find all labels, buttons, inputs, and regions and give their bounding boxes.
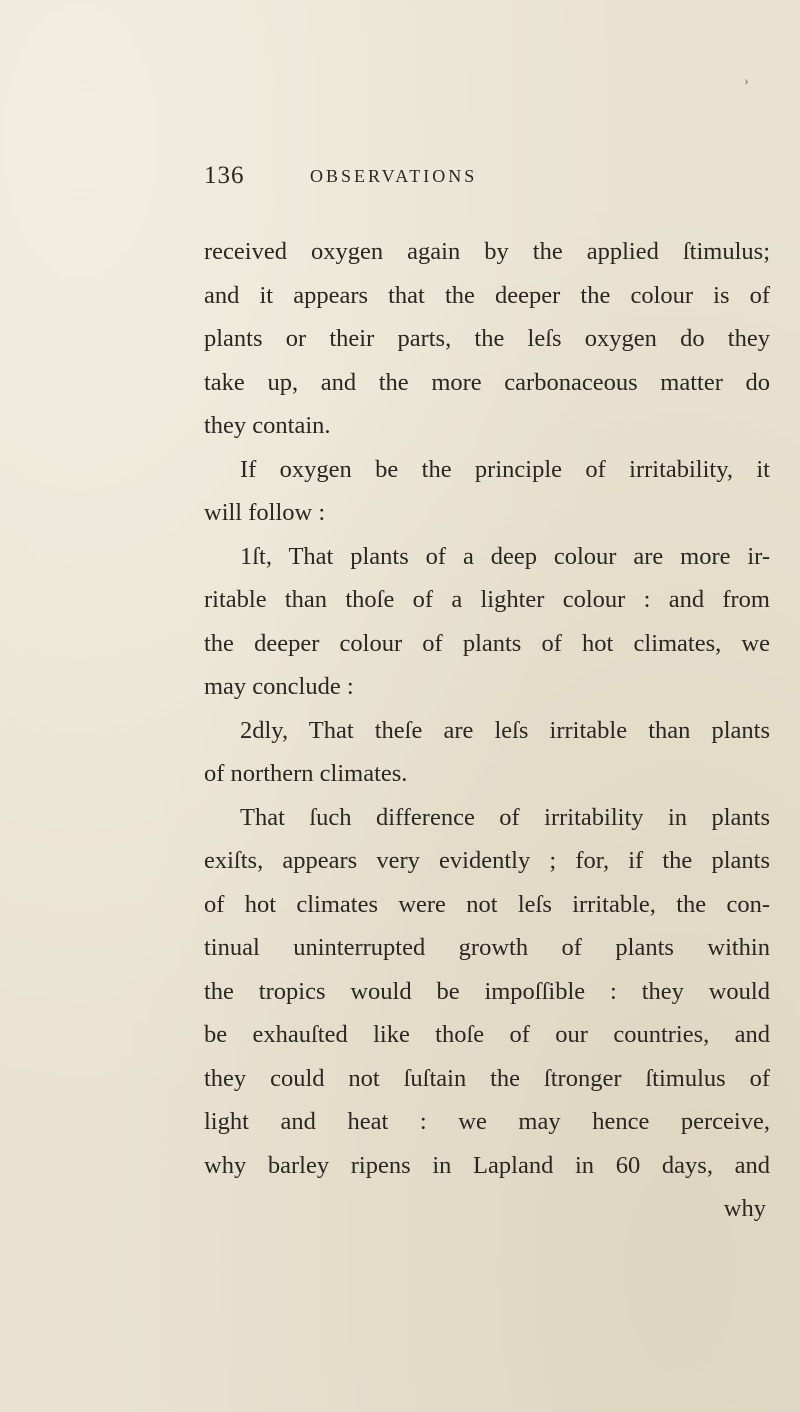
text-line: will follow : [204,499,326,526]
text-line: they could not ſuſtain the ſtronger ſtimulus of [204,1064,770,1092]
catchword: why [723,1195,766,1222]
text-line: they contain. [204,412,331,439]
text-line: why barley ripens in Lapland in 60 days, and [204,1151,770,1179]
body-text [204,230,770,1231]
text-line: may conclude : [204,673,354,700]
text-line: the deeper colour of plants of hot climates, we [204,629,770,657]
text-line: light and heat : we may hence perceive, [204,1108,770,1135]
text-line: of hot climates were not leſs irritable, the con- [204,890,770,918]
text-line: tinual uninterrupted growth of plants within [204,934,770,961]
margin-mark: › [744,74,749,89]
text-line: of northern climates. [204,760,408,787]
text-line: plants or their parts, the leſs oxygen do they [204,325,770,352]
text-line: and it appears that the deeper the colour is of [204,281,770,309]
text-line: exiſts, appears very evidently ; for, if the plants [204,847,770,874]
text-line: 1ſt, That plants of a deep colour are more ir- [240,542,770,570]
running-head: OBSERVATIONS [310,166,478,186]
text-line: the tropics would be impoſſible : they would [204,977,770,1005]
text-line: take up, and the more carbonaceous matter do [204,368,770,396]
text-line: be exhauſted like thoſe of our countries, and [204,1021,770,1048]
text-line: If oxygen be the principle of irritability, it [240,455,770,483]
text-line: ritable than thoſe of a lighter colour : and from [204,586,770,613]
text-line: received oxygen again by the applied ſtimulus; [204,238,770,265]
text-line: That ſuch difference of irritability in plants [240,803,770,831]
page-number: 136 [204,162,245,189]
text-line: 2dly, That theſe are leſs irritable than plants [240,716,770,744]
page-header [204,162,764,202]
